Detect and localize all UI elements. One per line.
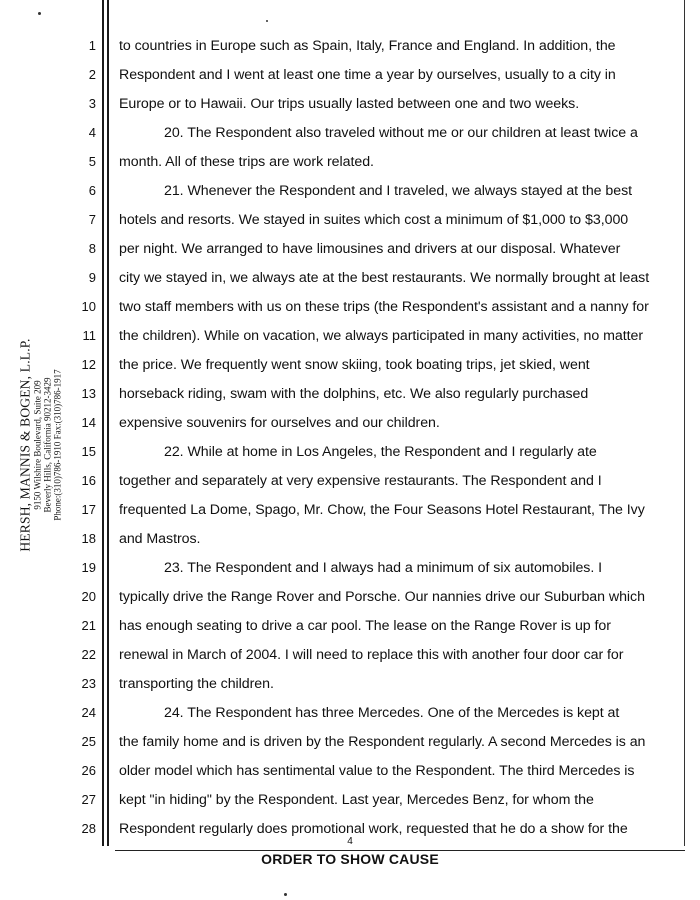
- line-number: 20: [81, 589, 96, 604]
- paragraph-20-start: 20. The Respondent also traveled without me or our children at least twice a: [164, 125, 638, 141]
- body-text-line: horseback riding, swam with the dolphins, etc. We also regularly purchased: [119, 386, 589, 402]
- line-number: 24: [81, 705, 96, 720]
- line-number: 5: [88, 154, 96, 169]
- body-text-line: the family home and is driven by the Respondent regularly. A second Mercedes is an: [119, 734, 646, 750]
- line-number: 17: [81, 502, 96, 517]
- line-number: 28: [81, 821, 96, 836]
- line-number: 18: [81, 531, 96, 546]
- body-text-line: together and separately at very expensive restaurants. The Respondent and I: [119, 473, 602, 489]
- line-number: 12: [81, 357, 96, 372]
- line-number: 22: [81, 647, 96, 662]
- paragraph-24-start: 24. The Respondent has three Mercedes. One of the Mercedes is kept at: [164, 705, 620, 721]
- line-number: 11: [82, 328, 96, 343]
- line-number: 14: [81, 415, 96, 430]
- line-number: 6: [88, 183, 96, 198]
- body-text-line: frequented La Dome, Spago, Mr. Chow, the Four Seasons Hotel Restaurant, The Ivy: [119, 502, 645, 518]
- body-text-line: older model which has sentimental value to the Respondent. The third Mercedes is: [119, 763, 635, 779]
- line-number: 9: [88, 270, 96, 285]
- line-number: 10: [81, 299, 96, 314]
- body-text-line: expensive souvenirs for ourselves and our children.: [119, 415, 440, 431]
- paragraph-22-start: 22. While at home in Los Angeles, the Respondent and I regularly ate: [164, 444, 597, 460]
- scan-speck: [38, 12, 41, 15]
- document-footer-title: ORDER TO SHOW CAUSE: [261, 851, 439, 867]
- margin-rule-left-inner: [107, 0, 109, 846]
- body-text-line: Respondent regularly does promotional work, requested that he do a show for the: [119, 821, 628, 837]
- margin-rule-right: [684, 0, 685, 846]
- firm-name: HERSH, MANNIS & BOGEN, L.L.P.: [17, 338, 33, 552]
- line-number: 26: [81, 763, 96, 778]
- margin-rule-left-outer: [102, 0, 104, 846]
- body-text-line: transporting the children.: [119, 676, 274, 692]
- line-number: 19: [81, 560, 96, 575]
- line-number: 8: [88, 241, 96, 256]
- scan-speck: [266, 20, 268, 22]
- body-text-line: month. All of these trips are work related.: [119, 154, 374, 170]
- body-text-line: the price. We frequently went snow skiing, took boating trips, jet skied, went: [119, 357, 590, 373]
- firm-address: 9150 Wilshire Boulevard, Suite 209: [32, 380, 43, 510]
- line-number: 2: [88, 67, 96, 82]
- paragraph-21-start: 21. Whenever the Respondent and I traveled, we always stayed at the best: [164, 183, 633, 199]
- body-text-line: per night. We arranged to have limousines and drivers at our disposal. Whatever: [119, 241, 621, 257]
- line-number: 27: [81, 792, 96, 807]
- body-text-line: to countries in Europe such as Spain, Italy, France and England. In addition, the: [119, 38, 616, 54]
- body-text-line: typically drive the Range Rover and Porsche. Our nannies drive our Suburban which: [119, 589, 645, 605]
- line-number: 13: [81, 386, 96, 401]
- line-number: 3: [88, 96, 96, 111]
- body-text-line: renewal in March of 2004. I will need to replace this with another four door car for: [119, 647, 624, 663]
- body-text-line: Respondent and I went at least one time a year by ourselves, usually to a city in: [119, 67, 616, 83]
- body-text-line: two staff members with us on these trips (the Respondent's assistant and a nanny for: [119, 299, 649, 315]
- page-number: 4: [347, 836, 353, 847]
- body-text-line: has enough seating to drive a car pool. The lease on the Range Rover is up for: [119, 618, 611, 634]
- body-text-line: city we stayed in, we always ate at the best restaurants. We normally brought at least: [119, 270, 650, 286]
- line-number: 21: [81, 618, 96, 633]
- body-text-line: Europe or to Hawaii. Our trips usually lasted between one and two weeks.: [119, 96, 580, 112]
- body-text-line: and Mastros.: [119, 531, 201, 547]
- body-text-line: hotels and resorts. We stayed in suites which cost a minimum of $1,000 to $3,000: [119, 212, 629, 228]
- line-number: 7: [88, 212, 96, 227]
- body-text-line: the children). While on vacation, we always participated in many activities, no matter: [119, 328, 644, 344]
- firm-phone-fax: Phone:(310)786-1910 Fax:(310)786-1917: [52, 369, 63, 521]
- scan-speck: [284, 893, 287, 896]
- line-number: 1: [88, 38, 96, 53]
- line-number: 23: [81, 676, 96, 691]
- firm-city: Beverly Hills, California 90212-3429: [42, 377, 53, 513]
- line-number: 16: [81, 473, 96, 488]
- line-number: 4: [88, 125, 96, 140]
- paragraph-23-start: 23. The Respondent and I always had a minimum of six automobiles. I: [164, 560, 603, 576]
- law-firm-sidebar: [18, 338, 63, 551]
- line-number: 25: [81, 734, 96, 749]
- body-text-line: kept "in hiding" by the Respondent. Last year, Mercedes Benz, for whom the: [119, 792, 594, 808]
- line-number: 15: [81, 444, 96, 459]
